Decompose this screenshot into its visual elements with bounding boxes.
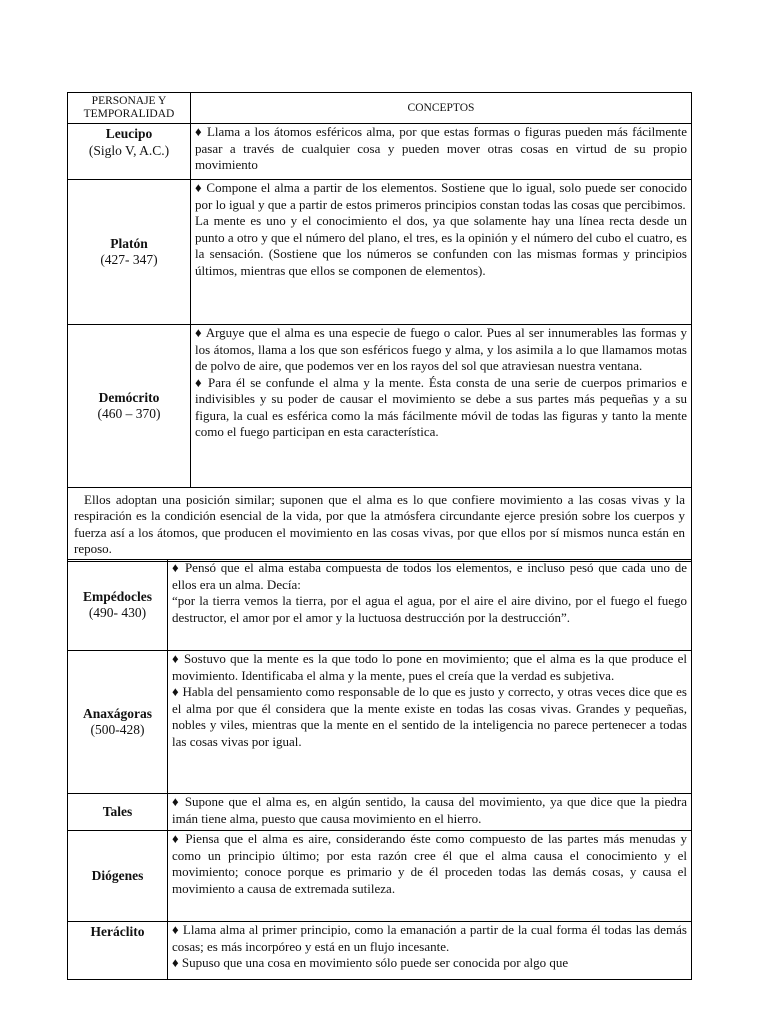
concept-cell [168,922,692,980]
concept-paragraph: ♦ Supuso que una cosa en movimiento sólo puede ser conocida por algo que [172,955,569,970]
table-row-tales [68,794,692,831]
span-paragraph: Ellos adoptan una posición similar; suponen que el alma es lo que confiere movimiento a las cosas vivas y la respiración es la condición esencial de la vida, por que la atmósfera circundante ejerce presión sobre los cuerpos y fuerza así a los átomos, que producen el movimiento en las cosas vivas, por que ellos por sí mismos nunca están en reposo. [68,488,692,562]
philosophers-table-1 [67,92,692,562]
table-row-leucipo [68,124,692,180]
table-row-heraclito [68,922,692,980]
header-conceptos: CONCEPTOS [191,93,692,124]
philosopher-name: Anaxágoras [82,705,152,721]
concept-paragraph: ♦ Llama a los átomos esféricos alma, por que estas formas o figuras pueden más fácilmente pasar a través de cualquier cosa y pueden mover otras cosas en virtud de su propio movimiento [195,124,687,172]
header-row [68,93,692,124]
philosopher-years: (460 – 370) [97,406,161,421]
concept-cell [168,651,692,794]
table-row-platon [68,180,692,325]
concept-paragraph: ♦ Piensa que el alma es aire, considerando éste como compuesto de las partes más menudas y como un principio último; por esta razón cree él que el alma causa el conocimiento y el movimiento; conoce porque es primario y de él proceden todas las demás cosas, y causa el movimiento a causa de extremada sutileza. [172,831,687,896]
philosopher-years: (500-428) [90,722,145,737]
concept-cell [168,794,692,831]
concept-paragraph: “por la tierra vemos la tierra, por el agua el agua, por el aire el aire divino, por el fuego el fuego destructor, el amor por el amor y la luctuosa destrucción por la destrucción”. [172,593,687,625]
philosopher-name: Demócrito [98,389,160,405]
philosopher-years: (490- 430) [88,605,147,620]
philosopher-name: Platón [110,235,148,251]
concept-cell [168,831,692,922]
concept-paragraph: ♦ Habla del pensamiento como responsable de lo que es justo y correcto, y otras veces dice que es el alma por que él considera que la mente existe en todas las cosas vivas. Grandes y pequeñas, nobles y viles, mientras que la mente en el sentido de la inteligencia no parece pertenecer a todas las cosas vivas por igual. [172,684,687,749]
concept-paragraph: ♦ Para él se confunde el alma y la mente. Ésta consta de una serie de cuerpos primarios e indivisibles y su poder de causar el movimiento se debe a sus partes más pequeñas y a su figura, la cual es esférica como la más fácilmente móvil de todas las figuras y tanto la mente como el fuego participan en esta característica. [195,374,687,439]
philosopher-years: (427- 347) [100,252,158,267]
span-row [68,488,692,562]
philosopher-name: Heráclito [90,924,145,939]
concept-paragraph: ♦ Supone que el alma es, en algún sentido, la causa del movimiento, ya que dice que la piedra imán tiene alma, puesto que causa movimiento en el hierro. [172,794,687,826]
table-row-empedocles [68,560,692,651]
table-row-anaxagoras [68,651,692,794]
concept-paragraph: ♦ Arguye que el alma es una especie de fuego o calor. Pues al ser innumerables las formas y los átomos, llama a los que son esféricos fuego y alma, y los asimila a lo que llamamos motas de polvo de aire, que podemos ver en los rayos del sol que atraviesan nuestra ventana. [195,325,687,373]
philosopher-name: Empédocles [83,588,152,604]
concept-cell [168,560,692,651]
philosopher-name: Tales [102,803,133,819]
concept-cell [191,124,692,180]
philosopher-name: Leucipo [105,126,153,141]
concept-paragraph: ♦ Sostuvo que la mente es la que todo lo pone en movimiento; que el alma es la que produce el movimiento. Identificaba el alma y la mente, pues el creía que la verdad es subjetiva. [172,651,687,683]
philosopher-name: Diógenes [91,867,144,883]
concept-cell [191,180,692,325]
table-row-diogenes [68,831,692,922]
table-row-democrito [68,325,692,488]
philosophers-table-2 [67,559,692,980]
concept-paragraph: ♦ Llama alma al primer principio, como la emanación a partir de la cual forma él todas las demás cosas; es más incorpóreo y está en un flujo incesante. [172,922,687,954]
philosopher-years: (Siglo V, A.C.) [88,142,170,158]
concept-paragraph: ♦ Compone el alma a partir de los elementos. Sostiene que lo igual, solo puede ser conocido por lo igual y que a partir de estos primeros principios constan todas las cosas que percibimos. [195,180,687,212]
concept-paragraph: ♦ Pensó que el alma estaba compuesta de todos los elementos, e incluso pesó que cada uno de ellos era un alma. Decía: [172,560,687,592]
header-personaje: PERSONAJE Y TEMPORALIDAD [68,93,191,124]
concept-cell [191,325,692,488]
concept-paragraph: La mente es uno y el conocimiento el dos, ya que solamente hay una línea recta desde un punto a otro y que el número del plano, el tres, es la opinión y el número del cubo el cuatro, es la sensación. (Sostiene que los números se confunden con las mismas formas y principios últimos, mientras que ellos se componen de elementos). [195,213,687,278]
